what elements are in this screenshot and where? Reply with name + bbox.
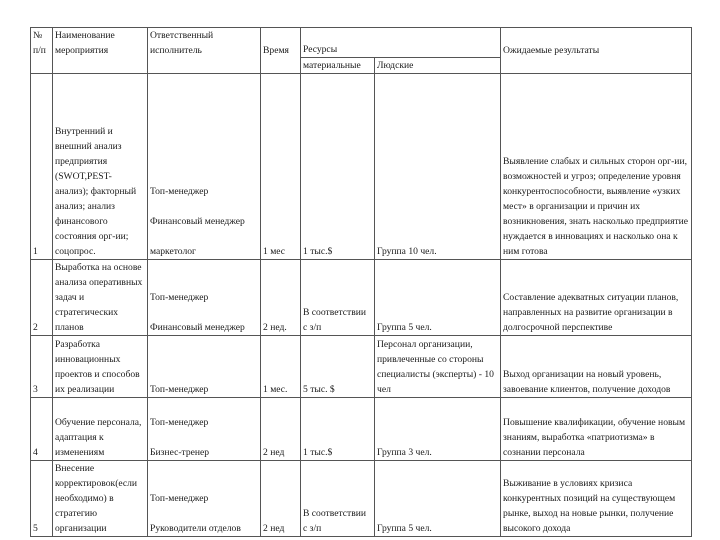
header-results: Ожидаемые результаты — [501, 28, 692, 74]
responsible-cell — [148, 260, 261, 336]
header-row — [31, 28, 692, 58]
header-time: Время — [261, 28, 301, 74]
table-row — [31, 461, 692, 537]
table-row — [31, 336, 692, 398]
responsible-name: маркетолог — [150, 246, 196, 257]
time-cell: 1 мес — [261, 74, 301, 260]
event-cell: Внесение корректировок(если необходимо) в стратегию организации — [53, 461, 148, 537]
people-cell: Группа 3 чел. — [375, 398, 501, 461]
people-cell: Персонал организации, привлеченные со стороны специалисты (эксперты) - 10 чел — [375, 336, 501, 398]
material-cell: 5 тыс. $ — [301, 336, 375, 398]
time-cell: 2 нед. — [261, 260, 301, 336]
row-number: 4 — [31, 398, 53, 461]
responsible-name: Бизнес-тренер — [150, 447, 210, 458]
material-cell: 1 тыс.$ — [301, 398, 375, 461]
people-cell: Группа 5 чел. — [375, 461, 501, 537]
result-cell: Повышение квалификации, обучение новым знаниям, выработка «патриотизма» в сознании персонала — [501, 398, 692, 461]
header-people: Людские — [375, 58, 501, 74]
header-num: № п/п — [31, 28, 53, 74]
responsible-cell — [148, 74, 261, 260]
result-cell: Выход организации на новый уровень, завоевание клиентов, получение доходов — [501, 336, 692, 398]
people-cell: Группа 5 чел. — [375, 260, 501, 336]
people-cell: Группа 10 чел. — [375, 74, 501, 260]
responsible-name: Руководители отделов — [150, 523, 241, 534]
time-cell: 2 нед — [261, 461, 301, 537]
header-resources: Ресурсы — [301, 28, 501, 58]
row-number: 5 — [31, 461, 53, 537]
row-number: 1 — [31, 74, 53, 260]
responsible-name: Топ-менеджер — [150, 417, 209, 428]
responsible-name: Топ-менеджер — [150, 493, 209, 504]
header-material: материальные — [301, 58, 375, 74]
responsible-name: Финансовый менеджер — [150, 322, 245, 333]
responsible-name: Финансовый менеджер — [150, 216, 245, 227]
event-cell: Внутренний и внешний анализ предприятия (SWOT,PEST-анализ); факторный анализ; анализ финансового состояния орг-ии; соцопрос. — [53, 74, 148, 260]
event-cell: Обучение персонала, адаптация к изменениям — [53, 398, 148, 461]
table-row — [31, 398, 692, 461]
event-cell: Выработка на основе анализа оперативных задач и стратегических планов — [53, 260, 148, 336]
result-cell: Составление адекватных ситуации планов, направленных на развитие организации в долгосрочной перспективе — [501, 260, 692, 336]
responsible-cell — [148, 461, 261, 537]
row-number: 2 — [31, 260, 53, 336]
material-cell: В соответствии с з/п — [301, 260, 375, 336]
table-row — [31, 74, 692, 260]
result-cell: Выживание в условиях кризиса конкурентных позиций на существующем рынке, выход на новые рынки, получение высокого дохода — [501, 461, 692, 537]
table-row — [31, 260, 692, 336]
responsible-name: Топ-менеджер — [150, 384, 209, 395]
responsible-name: Топ-менеджер — [150, 186, 209, 197]
event-cell: Разработка инновационных проектов и способов их реализации — [53, 336, 148, 398]
header-event: Наименование мероприятия — [53, 28, 148, 74]
time-cell: 1 мес. — [261, 336, 301, 398]
time-cell: 2 нед — [261, 398, 301, 461]
action-plan-table — [30, 27, 692, 537]
responsible-cell — [148, 336, 261, 398]
result-cell: Выявление слабых и сильных сторон орг-ии, возможностей и угроз; определение уровня конкурентоспособности, выявление «узких мест» в организации и причин их возникновения, знать насколько предприятие нуждается в инновациях и насколько она к ним готова — [501, 74, 692, 260]
material-cell: В соответствии с з/п — [301, 461, 375, 537]
material-cell: 1 тыс.$ — [301, 74, 375, 260]
responsible-name: Топ-менеджер — [150, 292, 209, 303]
row-number: 3 — [31, 336, 53, 398]
responsible-cell — [148, 398, 261, 461]
header-responsible: Ответственный исполнитель — [148, 28, 261, 74]
